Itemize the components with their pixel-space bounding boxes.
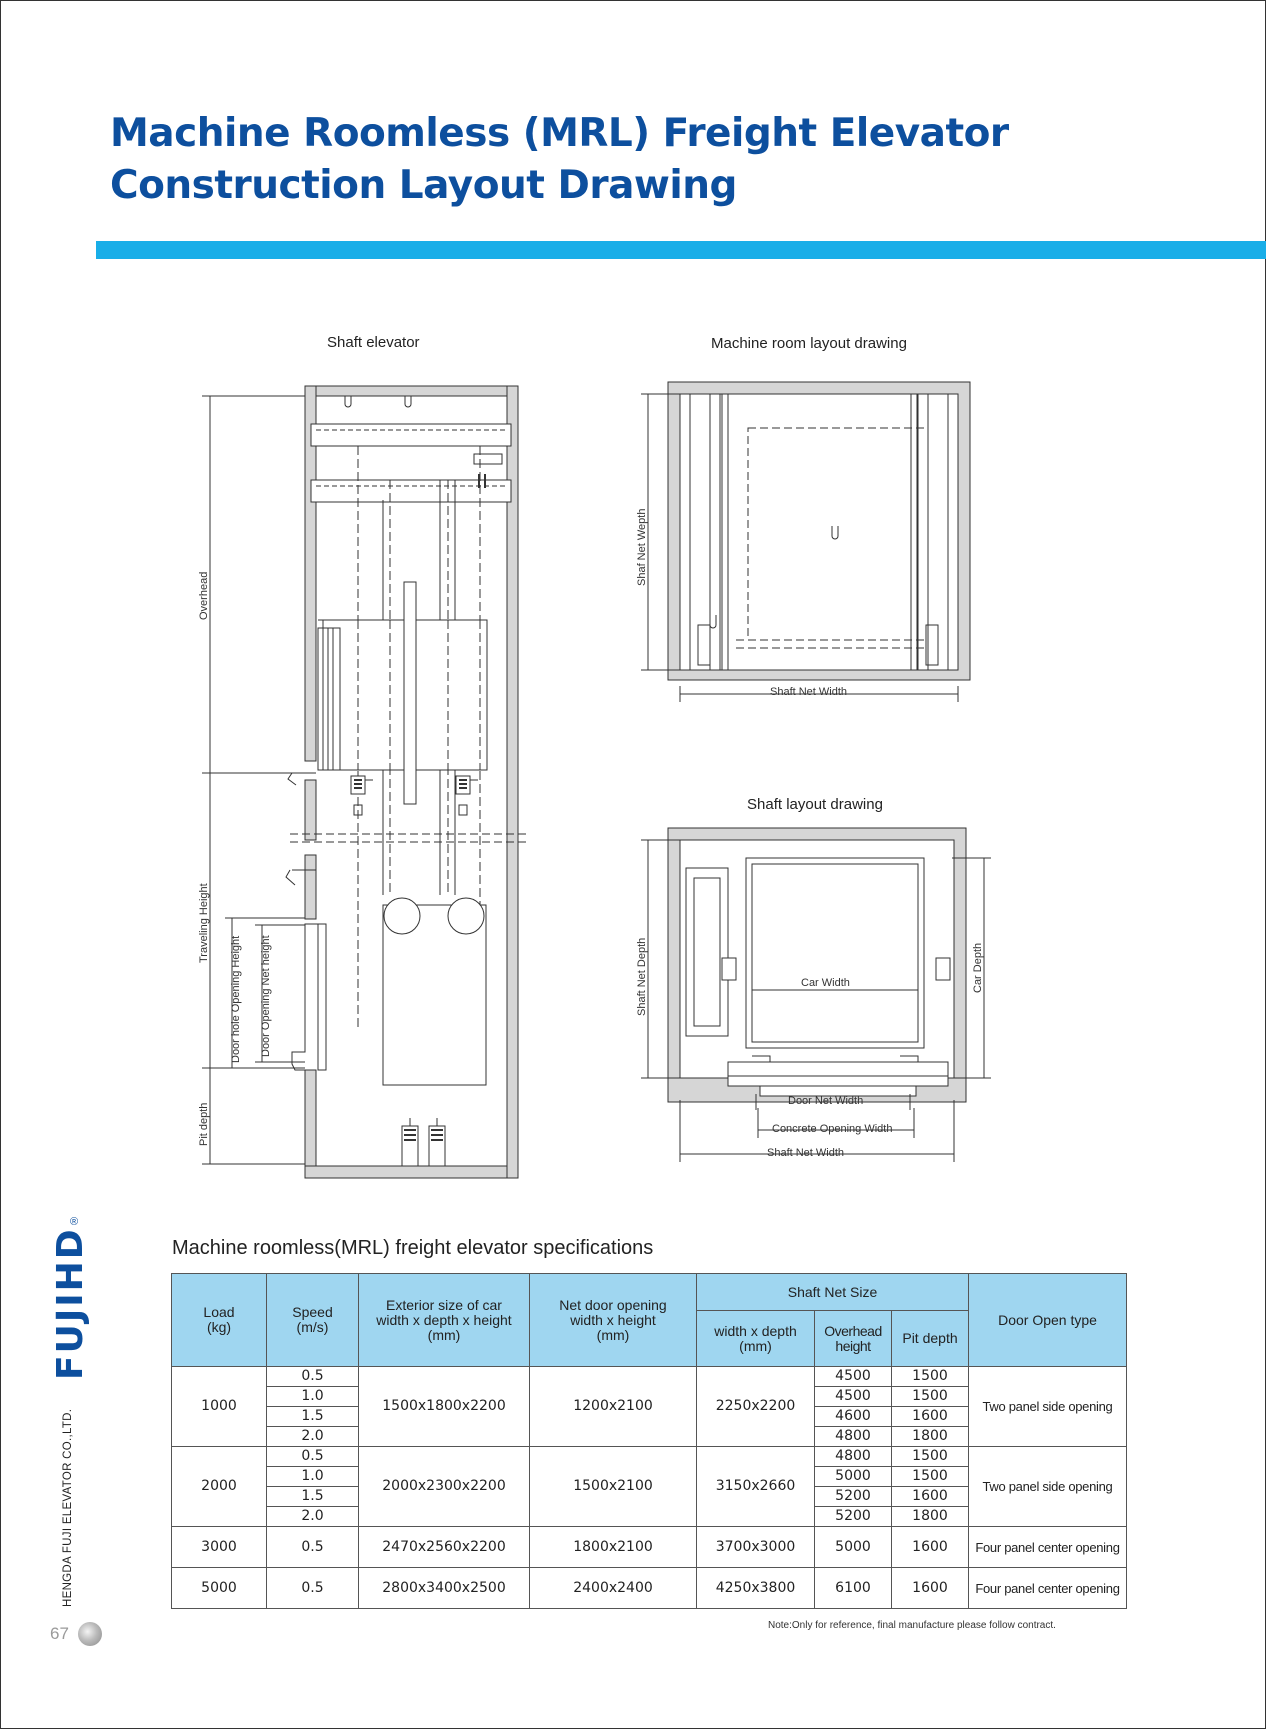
- th-overhead: Overhead height: [815, 1311, 892, 1367]
- brand-logo: FUJIHD: [50, 1227, 91, 1380]
- label-traveling-height: Traveling Height: [198, 883, 210, 963]
- caption-shaft-elevator: Shaft elevator: [327, 334, 420, 351]
- page-number-text: 67: [50, 1624, 69, 1643]
- th-load: Load (kg): [172, 1274, 267, 1367]
- page-number: [44, 1618, 108, 1648]
- specs-note: Note:Only for reference, final manufacture please follow contract.: [768, 1620, 1056, 1631]
- label-car-width: Car Width: [801, 977, 850, 989]
- shaft-elevator-drawing: [202, 386, 528, 1178]
- table-row: 3000 0.5 2470x2560x2200 1800x2100 3700x3000 5000 1600 Four panel center opening: [172, 1527, 1127, 1568]
- th-shaft-net-size: Shaft Net Size: [697, 1274, 969, 1311]
- label-door-net-width: Door Net Width: [788, 1095, 864, 1107]
- registered-mark: ®: [70, 1216, 79, 1228]
- shaft-layout-drawing: [641, 828, 991, 1162]
- caption-shaft-layout: Shaft layout drawing: [747, 796, 883, 813]
- machine-room-drawing: [641, 382, 970, 702]
- label-concrete-opening-width: Concrete Opening Width: [772, 1123, 893, 1135]
- specs-title: Machine roomless(MRL) freight elevator specifications: [172, 1237, 654, 1259]
- label-machine-shaft-net-depth: Shaf Net Wepth: [636, 508, 648, 586]
- label-door-hole-opening-height: Door hole Opening Height: [230, 935, 242, 1063]
- label-overhead: Overhead: [198, 571, 210, 620]
- th-door-open-type: Door Open type: [969, 1274, 1127, 1367]
- disc-icon: [78, 1622, 102, 1646]
- th-shaft-width-depth: width x depth (mm): [697, 1311, 815, 1367]
- label-shaft-layout-net-width: Shaft Net Width: [767, 1147, 845, 1159]
- table-row: 1.0 5000 1500: [172, 1467, 1127, 1487]
- th-speed: Speed (m/s): [267, 1274, 359, 1367]
- table-row: 2000 0.5 2000x2300x2200 1500x2100 3150x2660 4800 1500 Two panel side opening: [172, 1447, 1127, 1467]
- caption-machine-room: Machine room layout drawing: [711, 335, 907, 352]
- table-row: 1.5 5200 1600: [172, 1487, 1127, 1507]
- table-row: 2.0 4800 1800: [172, 1427, 1127, 1447]
- label-pit-depth: Pit depth: [198, 1102, 210, 1146]
- title-line-2: Construction Layout Drawing: [110, 163, 737, 208]
- label-door-opening-net-height: Door Opening Net height: [260, 935, 272, 1057]
- th-door-opening: Net door opening width x height (mm): [530, 1274, 697, 1367]
- label-car-depth: Car Depth: [972, 942, 984, 993]
- th-pit-depth: Pit depth: [892, 1311, 969, 1367]
- table-row: 5000 0.5 2800x3400x2500 2400x2400 4250x3800 6100 1600 Four panel center opening: [172, 1568, 1127, 1609]
- table-row: 1.5 4600 1600: [172, 1407, 1127, 1427]
- specs-table: [171, 1273, 1127, 1609]
- title-line-1: Machine Roomless (MRL) Freight Elevator: [110, 111, 1009, 156]
- table-row: 2.0 5200 1800: [172, 1507, 1127, 1527]
- company-name: HENGDA FUJI ELEVATOR CO.,LTD.: [62, 1408, 74, 1607]
- table-row: 1.0 4500 1500: [172, 1387, 1127, 1407]
- label-machine-shaft-net-width: Shaft Net Width: [770, 686, 848, 698]
- label-shaft-net-depth: Shaft Net Depth: [636, 937, 648, 1016]
- table-row: 1000 0.5 1500x1800x2200 1200x2100 2250x2200 4500 1500 Two panel side opening: [172, 1367, 1127, 1387]
- th-exterior: Exterior size of car width x depth x height (mm): [359, 1274, 530, 1367]
